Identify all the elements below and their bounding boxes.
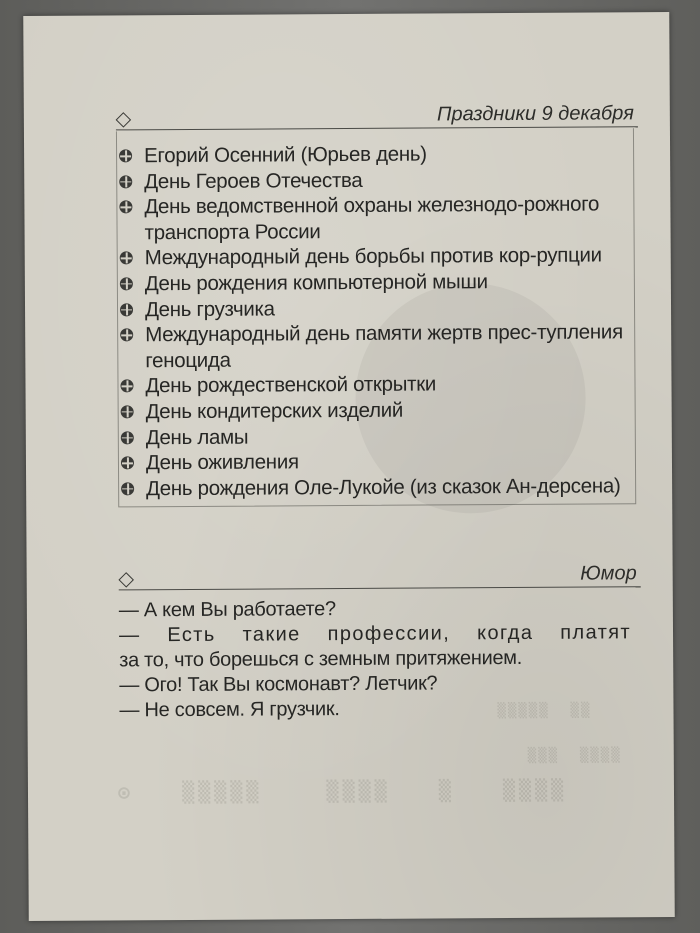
clover-bullet-icon	[119, 201, 132, 214]
list-item: День рождения Оле-Лукойе (из сказок Ан-дерсена)	[118, 473, 633, 502]
joke-line: — А кем Вы работаете?	[118, 598, 336, 622]
clover-bullet-icon	[120, 303, 133, 316]
bleed-through-text: ⊙ ▒▒▒▒▒ ▒▒▒▒ ▒ ▒▒▒▒	[117, 777, 568, 805]
joke-line: — Не совсем. Я грузчик.	[119, 698, 340, 722]
humor-joke	[119, 595, 632, 723]
list-item: День рождения компьютерной мыши	[117, 268, 632, 297]
clover-bullet-icon	[119, 175, 132, 188]
list-item: День грузчика	[117, 294, 632, 323]
list-item: День рождественской открытки	[117, 371, 632, 400]
list-item: День кондитерских изделий	[118, 396, 633, 425]
bleed-through-text: ▒▒▒ ▒▒▒▒	[527, 747, 622, 764]
list-item: День Героев Отечества	[116, 166, 631, 195]
clover-bullet-icon	[120, 380, 133, 393]
humor-header	[119, 560, 641, 590]
clover-bullet-icon	[120, 252, 133, 265]
list-item: Егорий Осенний (Юрьев день)	[116, 140, 631, 169]
list-item: День ведомственной охраны железнодо-рожного транспорта России	[116, 191, 631, 245]
clover-bullet-icon	[121, 456, 134, 469]
joke-line: — Есть такие профессии, когда платят	[118, 621, 632, 647]
list-item: Международный день борьбы против кор-рупции	[117, 243, 632, 272]
list-item: День ламы	[118, 422, 633, 451]
humor-title: Юмор	[580, 562, 637, 585]
clover-bullet-icon	[119, 149, 132, 162]
clover-bullet-icon	[121, 405, 134, 418]
holidays-title: Праздники 9 декабря	[436, 102, 634, 126]
list-item: Международный день памяти жертв прес-тупления геноцида	[117, 319, 632, 373]
clover-bullet-icon	[121, 482, 134, 495]
diamond-icon	[118, 572, 134, 588]
diamond-icon	[116, 112, 132, 128]
joke-line: — Ого! Так Вы космонавт? Летчик?	[119, 672, 438, 697]
list-item: День оживления	[118, 447, 633, 476]
clover-bullet-icon	[120, 328, 133, 341]
joke-line: за то, что борешься с земным притяжением.	[119, 646, 523, 672]
bleed-through-text: ▒▒▒▒▒ ▒▒	[497, 702, 592, 720]
clover-bullet-icon	[120, 277, 133, 290]
clover-bullet-icon	[121, 431, 134, 444]
newspaper-clipping	[23, 12, 675, 921]
holidays-list	[116, 140, 633, 501]
holidays-header	[116, 100, 638, 130]
